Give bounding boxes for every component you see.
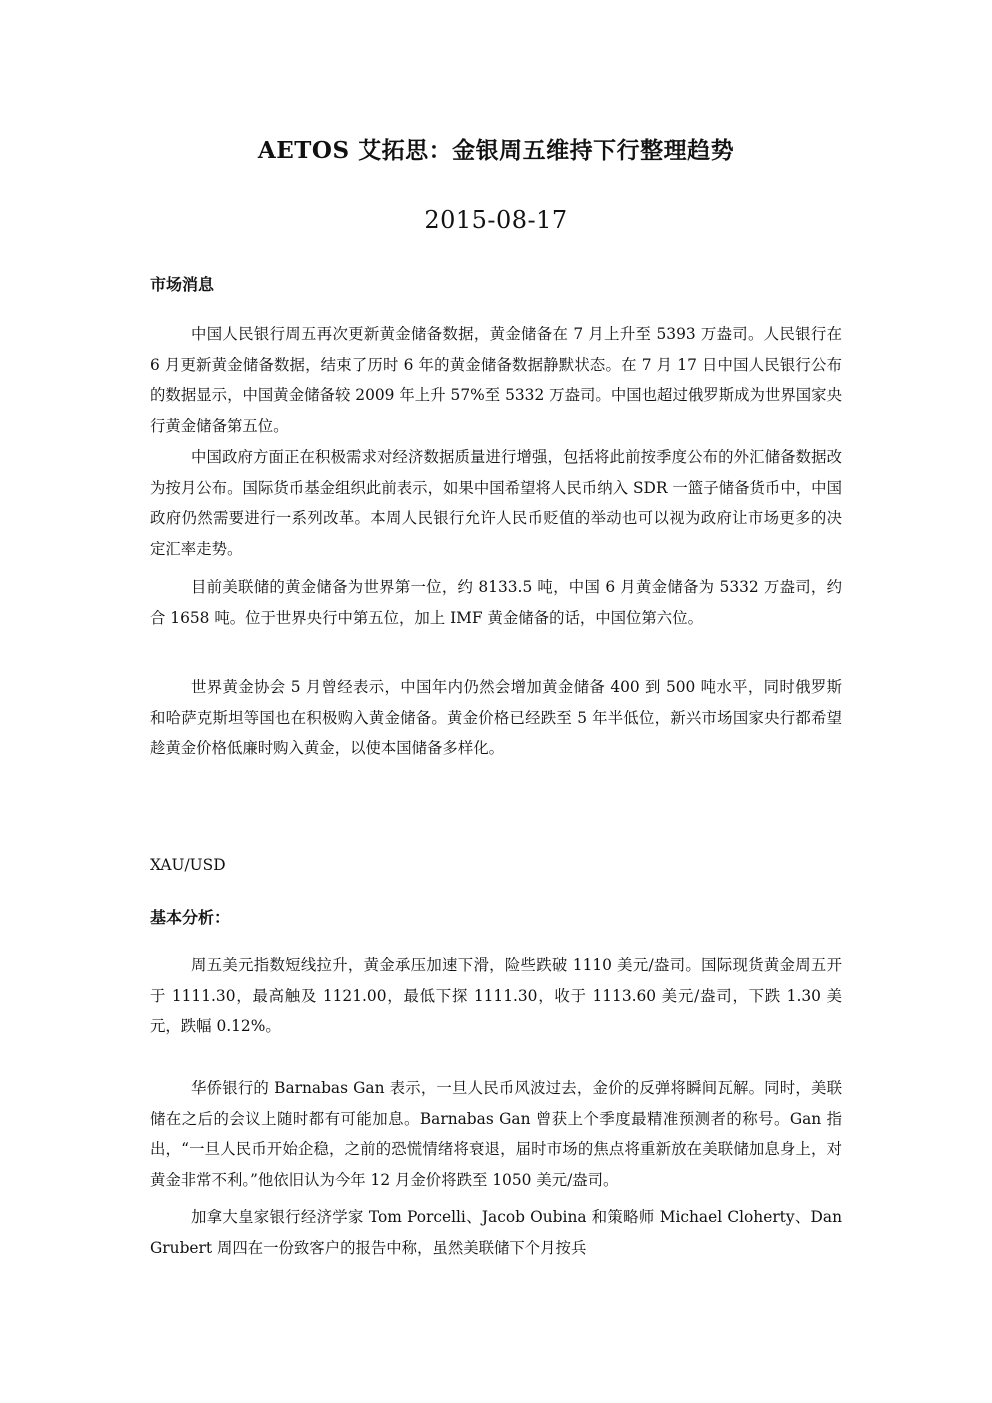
paragraph: 目前美联储的黄金储备为世界第一位，约 8133.5 吨，中国 6 月黄金储备为 5332 万盎司，约合 1658 吨。位于世界央行中第五位，加上 IMF 黄金储备的话，中国位第六位。	[150, 578, 842, 627]
paragraph: 中国政府方面正在积极需求对经济数据质量进行增强，包括将此前按季度公布的外汇储备数据改为按月公布。国际货币基金组织此前表示，如果中国希望将人民币纳入 SDR 一篮子储备货币中，中国政府仍然需要进行一系列改革。本周人民银行允许人民币贬值的举动也可以视为政府让市场更多的决定汇率走势。	[150, 448, 842, 558]
paragraph: 加拿大皇家银行经济学家 Tom Porcelli、Jacob Oubina 和策略师 Michael Cloherty、Dan Grubert 周四在一份致客户的报告中称，虽然美联储下个月按兵	[150, 1208, 842, 1257]
document-date: 2015-08-17	[424, 206, 568, 234]
instrument-label: XAU/USD	[150, 856, 226, 874]
section-heading-fundamental: 基本分析：	[150, 908, 231, 927]
document-title: AETOS 艾拓思：金银周五维持下行整理趋势	[257, 137, 735, 164]
paragraph: 中国人民银行周五再次更新黄金储备数据，黄金储备在 7 月上升至 5393 万盎司。人民银行在 6 月更新黄金储备数据，结束了历时 6 年的黄金储备数据静默状态。在 7 月 17 日中国人民银行公布的数据显示，中国黄金储备较 2009 年上升 57%至 5332 万盎司。中国也超过俄罗斯成为世界国家央行黄金储备第五位。	[150, 325, 842, 435]
section-heading-market-news: 市场消息	[150, 275, 215, 294]
paragraph: 华侨银行的 Barnabas Gan 表示，一旦人民币风波过去，金价的反弹将瞬间瓦解。同时，美联储在之后的会议上随时都有可能加息。Barnabas Gan 曾获上个季度最精准预测者的称号。Gan 指出，“一旦人民币开始企稳，之前的恐慌情绪将衰退，届时市场的焦点将重新放在美联储加息身上，对黄金非常不利。”他依旧认为今年 12 月金价将跌至 1050 美元/盎司。	[150, 1079, 842, 1189]
paragraph: 周五美元指数短线拉升，黄金承压加速下滑，险些跌破 1110 美元/盎司。国际现货黄金周五开于 1111.30，最高触及 1121.00，最低下探 1111.30，收于 1113.60 美元/盎司，下跌 1.30 美元，跌幅 0.12%。	[150, 956, 842, 1035]
paragraph: 世界黄金协会 5 月曾经表示，中国年内仍然会增加黄金储备 400 到 500 吨水平，同时俄罗斯和哈萨克斯坦等国也在积极购入黄金储备。黄金价格已经跌至 5 年半低位，新兴市场国家央行都希望趁黄金价格低廉时购入黄金，以使本国储备多样化。	[150, 678, 842, 757]
